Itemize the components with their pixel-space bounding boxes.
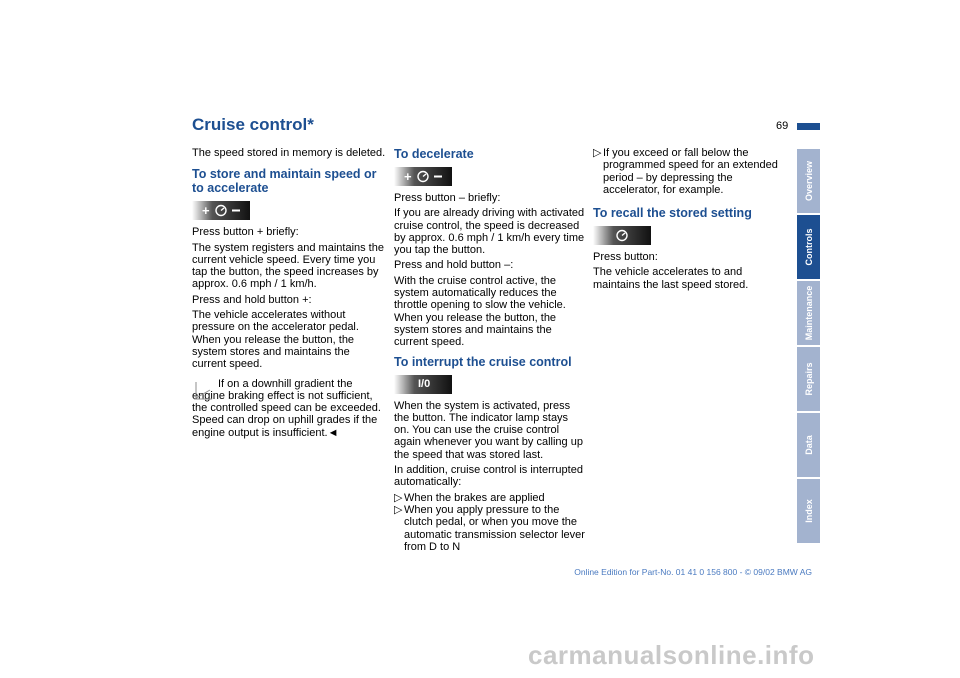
paragraph: Press button: — [593, 251, 658, 264]
paragraph: The system registers and maintains the current vehicle speed. Every time you tap the button, the speed increases by approx. 0.6 mph / 1 km/h. — [192, 241, 384, 291]
bullet-marker: ▷ — [394, 503, 403, 516]
tab-overview[interactable]: Overview — [797, 149, 820, 213]
tab-repairs[interactable]: Repairs — [797, 347, 820, 411]
page-number-bar — [797, 123, 820, 130]
cruise-resume-button-icon — [593, 226, 651, 245]
watermark: carmanualsonline.info — [528, 640, 815, 670]
svg-text:+: + — [404, 169, 412, 184]
section-heading-decelerate: To decelerate — [394, 147, 474, 161]
paragraph: With the cruise control active, the system automatically reduces the throttle opening to slow the vehicle. When you release the button, the system stores and maintains the current speed. — [394, 274, 566, 349]
paragraph: When the system is activated, press the button. The indicator lamp stays on. You can use the cruise control again whenever you want by calling up the speed that was stored last. — [394, 399, 583, 461]
note-text: If on a downhill gradient the engine braking effect is not sufficient, the controlled speed can be exceeded. Speed can drop on uphill grades if the engine output is insufficient.◄ — [192, 377, 381, 439]
note-block — [192, 378, 387, 439]
list-item: ▷ When the brakes are applied — [394, 491, 545, 504]
io-label: I/0 — [418, 377, 431, 390]
page-number: 69 — [776, 120, 789, 132]
bullet-marker: ▷ — [394, 491, 403, 504]
chapter-tabs — [797, 149, 820, 545]
paragraph: Press button – briefly: — [394, 192, 501, 204]
tab-index[interactable]: Index — [797, 479, 820, 543]
column-2 — [394, 147, 586, 553]
paragraph: The vehicle accelerates to and maintains the last speed stored. — [593, 266, 749, 291]
section-heading-recall: To recall the stored setting — [593, 206, 752, 221]
io-button-icon — [394, 375, 452, 394]
column-1 — [192, 147, 387, 439]
paragraph: Press button + briefly: — [192, 226, 299, 239]
list-item: ▷ If you exceed or fall below the programmed speed for an extended period – by depressing the accelerator, for example. — [593, 147, 778, 196]
column-3 — [593, 147, 785, 294]
paragraph: If you are already driving with activated cruise control, the speed is decreased by approx. 0.6 mph / 1 km/h every time you tap the button. — [394, 207, 585, 257]
intro-text: The speed stored in memory is deleted. — [192, 147, 386, 159]
plus-cruise-minus-button-icon — [394, 167, 452, 186]
section-heading-interrupt: To interrupt the cruise control — [394, 354, 572, 369]
section-heading-store: To store and maintain speed or to accelerate — [192, 167, 377, 196]
page-title: Cruise control* — [192, 115, 314, 134]
svg-text:+: + — [202, 203, 210, 219]
paragraph: Press and hold button –: — [394, 259, 514, 272]
end-mark: ◄ — [327, 426, 339, 439]
paragraph: Press and hold button +: — [192, 293, 312, 306]
note-triangle-icon — [194, 380, 212, 400]
tab-data[interactable]: Data — [797, 413, 820, 477]
paragraph: The vehicle accelerates without pressure on the accelerator pedal. When you release the button, the system stores and maintains the current speed. — [192, 309, 359, 371]
tab-maintenance[interactable]: Maintenance — [797, 281, 820, 345]
paragraph: In addition, cruise control is interrupted automatically: — [394, 464, 583, 489]
bullet-marker: ▷ — [593, 147, 602, 159]
tab-controls[interactable]: Controls — [797, 215, 820, 279]
plus-cruise-minus-button-icon — [192, 201, 250, 220]
footer-text: Online Edition for Part-No. 01 41 0 156 800 - © 09/02 BMW AG — [574, 567, 812, 577]
list-item: ▷ When you apply pressure to the clutch pedal, or when you move the automatic transmission selector lever from D to N — [394, 503, 585, 553]
